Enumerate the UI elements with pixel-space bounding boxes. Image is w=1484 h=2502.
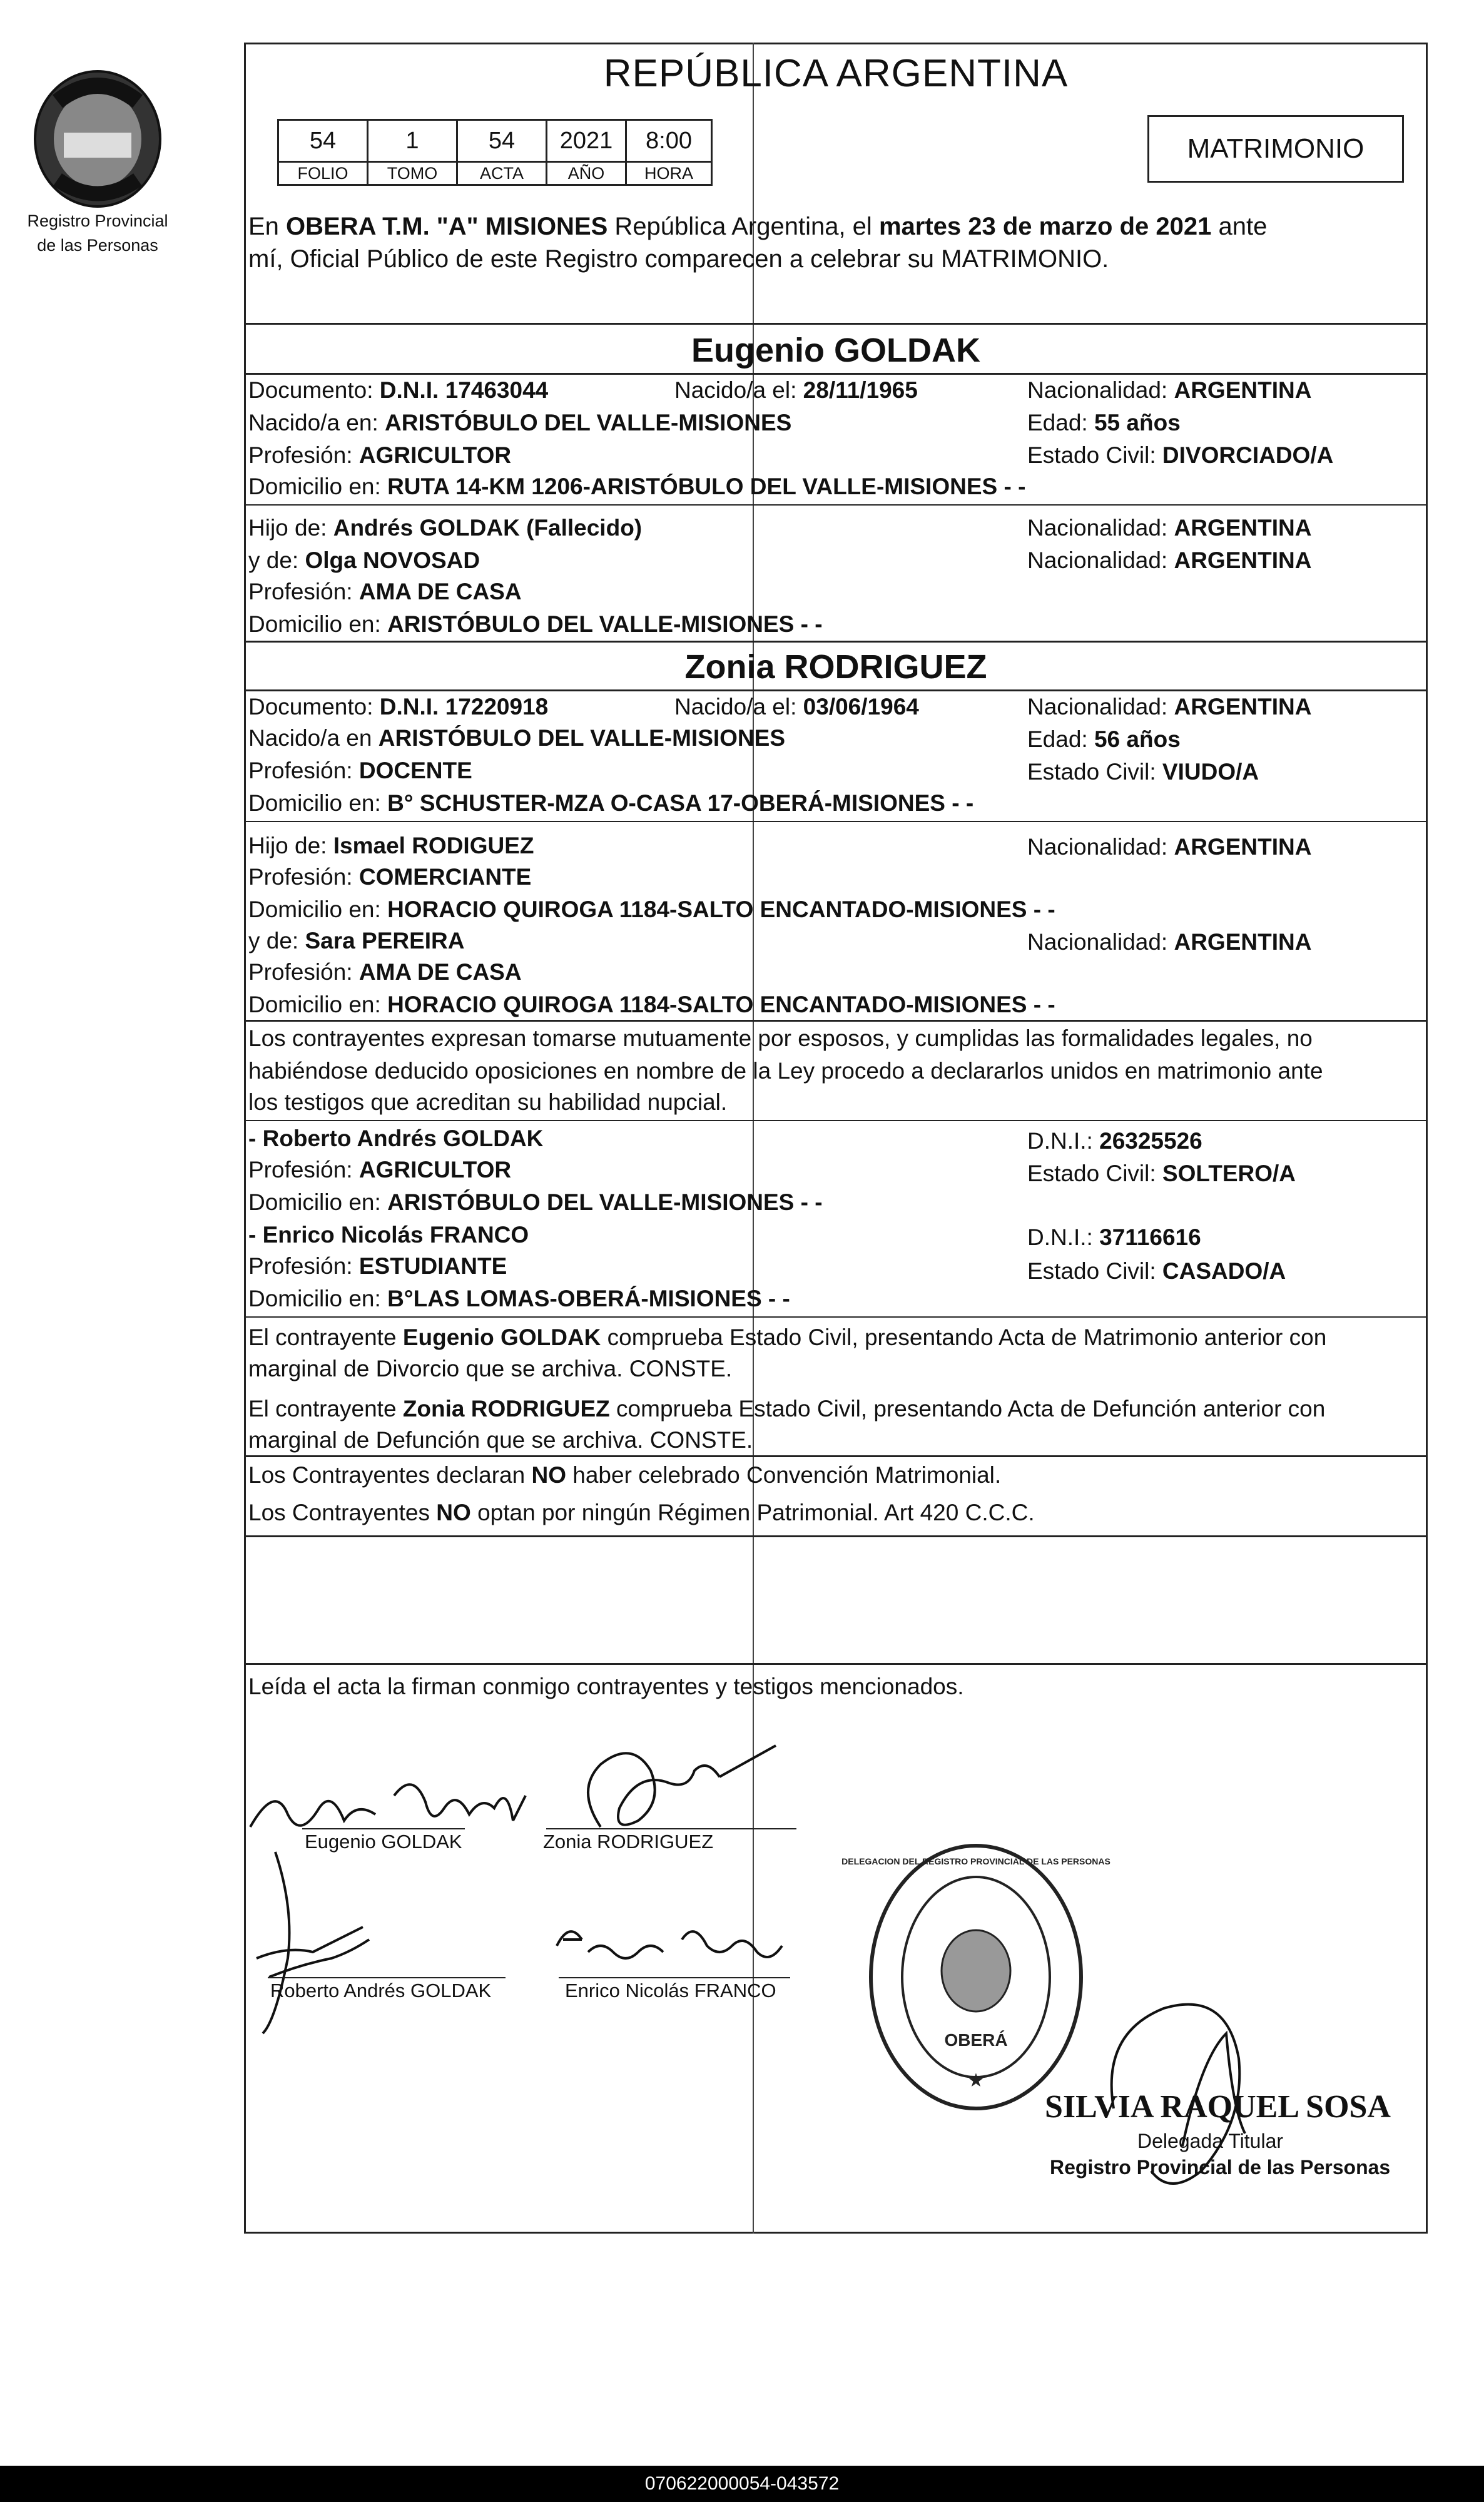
value: Sara PEREIRA (305, 928, 465, 954)
text: Los Contrayentes declaran (248, 1462, 532, 1488)
label: Edad: (1027, 726, 1094, 752)
value: AMA DE CASA (358, 579, 522, 604)
testigo1-profesion (248, 1156, 511, 1184)
testigo2-dni (1027, 1224, 1201, 1251)
value: ARISTÓBULO DEL VALLE-MISIONES - - (387, 1189, 823, 1215)
c1-nacido-en (248, 409, 791, 437)
hora-value: 8:00 (626, 120, 712, 162)
divider (244, 641, 1428, 643)
label: Profesión: (248, 1157, 359, 1182)
value: ARISTÓBULO DEL VALLE-MISIONES (385, 410, 792, 435)
value: Olga NOVOSAD (305, 547, 480, 573)
value: 56 años (1094, 726, 1181, 752)
intro-line1 (248, 211, 1267, 242)
intro-text: ante (1211, 213, 1268, 240)
label: Nacido/a el: (674, 694, 803, 720)
c2-padre (248, 832, 534, 860)
acta-value: 54 (457, 120, 547, 162)
stamp-city: OBERÁ (944, 2030, 1008, 2050)
value: Andrés GOLDAK (Fallecido) (333, 515, 643, 541)
label: D.N.I.: (1027, 1224, 1100, 1250)
testigo2-name: - Enrico Nicolás FRANCO (248, 1222, 529, 1248)
label: Profesión: (248, 1253, 359, 1279)
intro-date: martes 23 de marzo de 2021 (878, 213, 1212, 240)
label: Estado Civil: (1027, 1258, 1162, 1284)
text: optan por ningún Régimen Patrimonial. Art 420 C.C.C. (470, 1500, 1035, 1525)
value: DOCENTE (358, 758, 472, 783)
divider (244, 1663, 1428, 1665)
sigline (546, 1828, 796, 1829)
label: Profesión: (248, 442, 359, 468)
label: Domicilio en: (248, 611, 388, 637)
text: haber celebrado Convención Matrimonial. (566, 1462, 1002, 1488)
value: ARGENTINA (1174, 694, 1312, 720)
value: VIUDO/A (1162, 759, 1259, 785)
label: Nacido/a el: (674, 377, 803, 403)
divider (244, 323, 1428, 325)
label: Estado Civil: (1027, 1161, 1162, 1186)
sig-caption-eugenio: Eugenio GOLDAK (305, 1831, 462, 1853)
value: Eugenio GOLDAK (402, 1325, 601, 1350)
acta-label: ACTA (457, 162, 547, 185)
label: Nacionalidad: (1027, 515, 1174, 541)
oficial-registro: Registro Provincial de las Personas (1050, 2156, 1391, 2179)
c1-estado-civil (1027, 442, 1333, 469)
text: Los Contrayentes (248, 1500, 437, 1525)
label: Nacido/a en: (248, 410, 385, 435)
intro-text: República Argentina, el (607, 213, 879, 240)
value: Zonia RODRIGUEZ (402, 1396, 610, 1421)
c2-edad (1027, 726, 1181, 753)
value: HORACIO QUIROGA 1184-SALTO ENCANTADO-MISIONES - - (387, 992, 1055, 1017)
label: Documento: (248, 694, 380, 720)
label: Domicilio en: (248, 1286, 388, 1311)
value: D.N.I. 17463044 (379, 377, 549, 403)
value: ARISTÓBULO DEL VALLE-MISIONES (378, 725, 786, 751)
c2-madre-domicilio (248, 991, 1055, 1019)
label: Documento: (248, 377, 380, 403)
testigo1-name: - Roberto Andrés GOLDAK (248, 1126, 544, 1151)
sigline (302, 1828, 465, 1829)
label: Hijo de: (248, 833, 333, 858)
value: 37116616 (1099, 1224, 1201, 1250)
intro-line2: mí, Oficial Público de este Registro comparecen a celebrar su MATRIMONIO. (248, 245, 1109, 273)
value: ARISTÓBULO DEL VALLE-MISIONES - - (387, 611, 823, 637)
oficial-cargo: Delegada Titular (1137, 2130, 1284, 2152)
label: Estado Civil: (1027, 759, 1162, 785)
value: ESTUDIANTE (358, 1253, 507, 1279)
value: HORACIO QUIROGA 1184-SALTO ENCANTADO-MISIONES - - (387, 897, 1055, 922)
c1-padre (248, 514, 642, 542)
anio-value: 2021 (547, 120, 626, 162)
c2-nacionalidad (1027, 693, 1311, 721)
label: y de: (248, 928, 305, 954)
value: B° SCHUSTER-MZA O-CASA 17-OBERÁ-MISIONES - - (387, 790, 974, 816)
nota2-line1 (248, 1395, 1325, 1423)
divider (244, 1020, 1428, 1022)
c1-domicilio (248, 473, 1025, 501)
testigo1-estado (1027, 1160, 1296, 1187)
c2-padre-nacionalidad (1027, 833, 1311, 861)
c2-nacido-el (674, 693, 919, 721)
oficial-name: SILVIA RAQUEL SOSA (1045, 2089, 1391, 2125)
value: ARGENTINA (1174, 547, 1312, 573)
c2-madre-profesion (248, 959, 522, 986)
c2-domicilio (248, 790, 973, 817)
divider (244, 373, 1428, 375)
c2-madre-nacionalidad (1027, 928, 1311, 956)
contrayente1-name: Eugenio GOLDAK (691, 332, 980, 369)
declaracion-line1: Los contrayentes expresan tomarse mutuamente por esposos, y cumplidas las formalidades legales, no (248, 1025, 1313, 1051)
divider (244, 821, 1428, 822)
label: Domicilio en: (248, 790, 388, 816)
label: Domicilio en: (248, 1189, 388, 1215)
divider (244, 1120, 1428, 1121)
declaracion-line3: los testigos que acreditan su habilidad nupcial. (248, 1089, 728, 1115)
value: 55 años (1094, 410, 1181, 435)
sig-caption-enrico: Enrico Nicolás FRANCO (565, 1980, 776, 2001)
value: B°LAS LOMAS-OBERÁ-MISIONES - - (387, 1286, 790, 1311)
divider (244, 1535, 1428, 1537)
text: El contrayente (248, 1396, 403, 1421)
label: Nacido/a en (248, 725, 379, 751)
label: Domicilio en: (248, 897, 388, 922)
label: D.N.I.: (1027, 1128, 1100, 1154)
province-seal-logo (14, 58, 181, 239)
c1-edad (1027, 409, 1181, 437)
convencion-line2 (248, 1499, 1035, 1527)
c1-madre (248, 547, 480, 574)
value: ARGENTINA (1174, 377, 1312, 403)
c1-profesion (248, 442, 511, 469)
value: Ismael RODIGUEZ (333, 833, 534, 858)
value: NO (436, 1500, 471, 1525)
value: CASADO/A (1162, 1258, 1286, 1284)
label: Hijo de: (248, 515, 333, 541)
c2-estado-civil (1027, 758, 1259, 786)
c2-madre (248, 927, 465, 955)
c2-profesion (248, 757, 472, 785)
c1-documento (248, 377, 548, 404)
star-icon: ★ (967, 2070, 985, 2091)
nota1-line2: marginal de Divorcio que se archiva. CONSTE. (248, 1356, 733, 1381)
scan-fold-line (753, 43, 754, 2234)
divider (244, 1316, 1428, 1318)
value: 28/11/1965 (803, 377, 918, 403)
value: ARGENTINA (1174, 929, 1312, 955)
sigline (559, 1977, 790, 1978)
c1-nacido-el (674, 377, 918, 404)
logo-label-line2: de las Personas (37, 236, 158, 255)
divider (244, 1455, 1428, 1457)
label: Estado Civil: (1027, 442, 1162, 468)
nota2-line2: marginal de Defunción que se archiva. CONSTE. (248, 1427, 753, 1453)
value: ARGENTINA (1174, 515, 1312, 541)
folio-value: 54 (278, 120, 368, 162)
sigline (268, 1977, 506, 1978)
value: D.N.I. 17220918 (379, 694, 549, 720)
value: AGRICULTOR (358, 442, 512, 468)
signature-roberto (238, 1833, 438, 2046)
barcode-strip: 070622000054-043572 (0, 2466, 1484, 2502)
value: COMERCIANTE (358, 864, 532, 890)
convencion-line1 (248, 1462, 1001, 1489)
contrayente2-name: Zonia RODRIGUEZ (684, 648, 987, 686)
nota1-line1 (248, 1324, 1326, 1351)
label: Domicilio en: (248, 474, 388, 499)
acta-type-box: MATRIMONIO (1147, 115, 1404, 183)
c1-madre-domicilio (248, 611, 823, 638)
label: Profesión: (248, 579, 359, 604)
intro-place: OBERA T.M. "A" MISIONES (286, 213, 608, 240)
registry-table (277, 119, 713, 186)
value: NO (531, 1462, 566, 1488)
official-stamp (841, 1839, 1110, 2115)
c2-nacido-en (248, 725, 785, 752)
folio-label: FOLIO (278, 162, 368, 185)
declaracion-line2: habiéndose deducido oposiciones en nombre de la Ley procedo a declararlos unidos en matrimonio ante (248, 1058, 1323, 1084)
testigo2-estado (1027, 1258, 1286, 1285)
label: Domicilio en: (248, 992, 388, 1017)
value: RUTA 14-KM 1206-ARISTÓBULO DEL VALLE-MISIONES - - (387, 474, 1026, 499)
label: Nacionalidad: (1027, 694, 1174, 720)
label: Profesión: (248, 959, 359, 985)
label: Edad: (1027, 410, 1094, 435)
c1-padre-nacionalidad (1027, 514, 1311, 542)
label: Nacionalidad: (1027, 547, 1174, 573)
label: y de: (248, 547, 305, 573)
label: Nacionalidad: (1027, 377, 1174, 403)
divider (244, 689, 1428, 691)
testigo1-dni (1027, 1127, 1202, 1155)
value: AGRICULTOR (358, 1157, 512, 1182)
stamp-ring-text: DELEGACION DEL REGISTRO PROVINCIAL DE LAS PERSONAS (841, 1856, 1110, 1866)
text: El contrayente (248, 1325, 403, 1350)
c1-madre-profesion (248, 578, 522, 606)
label: Profesión: (248, 864, 359, 890)
value: 03/06/1964 (803, 694, 919, 720)
label: Nacionalidad: (1027, 834, 1174, 860)
intro-text: En (248, 213, 287, 240)
c2-padre-domicilio (248, 896, 1055, 923)
value: SOLTERO/A (1162, 1161, 1296, 1186)
cierre-text: Leída el acta la firman conmigo contrayentes y testigos mencionados. (248, 1674, 964, 1699)
hora-label: HORA (626, 162, 712, 185)
c2-padre-profesion (248, 863, 531, 891)
document-title: REPÚBLICA ARGENTINA (603, 52, 1069, 95)
divider (244, 504, 1428, 506)
value: ARGENTINA (1174, 834, 1312, 860)
value: AMA DE CASA (358, 959, 522, 985)
text: comprueba Estado Civil, presentando Acta de Matrimonio anterior con (601, 1325, 1327, 1350)
c1-nacionalidad (1027, 377, 1311, 404)
sig-caption-roberto: Roberto Andrés GOLDAK (270, 1980, 492, 2001)
seal-label-line1: Registro Provincial (27, 211, 168, 230)
anio-label: AÑO (547, 162, 626, 185)
text: comprueba Estado Civil, presentando Acta de Defunción anterior con (609, 1396, 1326, 1421)
value: 26325526 (1099, 1128, 1202, 1154)
value: DIVORCIADO/A (1162, 442, 1334, 468)
tomo-label: TOMO (368, 162, 457, 185)
tomo-value: 1 (368, 120, 457, 162)
c1-madre-nacionalidad (1027, 547, 1311, 574)
testigo2-domicilio (248, 1285, 790, 1313)
c2-documento (248, 693, 548, 721)
label: Profesión: (248, 758, 359, 783)
label: Nacionalidad: (1027, 929, 1174, 955)
testigo2-profesion (248, 1253, 507, 1280)
signature-enrico (544, 1915, 795, 1977)
testigo1-domicilio (248, 1189, 823, 1216)
sig-caption-zonia: Zonia RODRIGUEZ (543, 1831, 714, 1853)
